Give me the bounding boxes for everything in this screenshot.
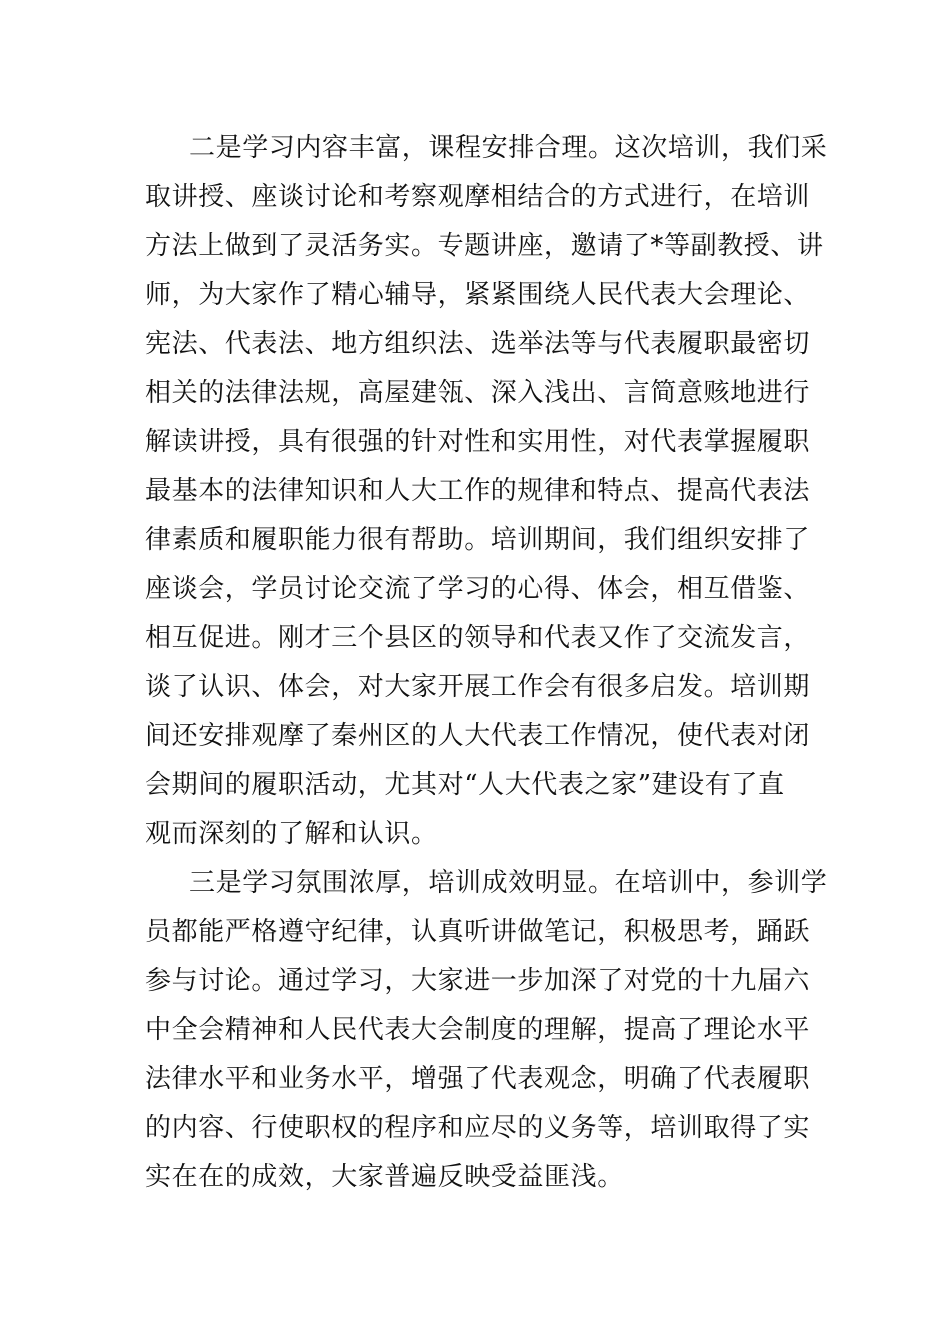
paragraph-line: 解读讲授，具有很强的针对性和实用性，对代表掌握履职	[145, 427, 811, 457]
paragraph-line: 三是学习氛围浓厚，培训成效明显。在培训中，参训学	[189, 868, 828, 898]
paragraph-line: 律素质和履职能力很有帮助。培训期间，我们组织安排了	[145, 525, 811, 555]
paragraph-line: 取讲授、座谈讨论和考察观摩相结合的方式进行，在培训	[145, 182, 811, 212]
paragraph-line: 会期间的履职活动，尤其对“人大代表之家”建设有了直	[145, 770, 785, 800]
paragraph-line: 的内容、行使职权的程序和应尽的义务等，培训取得了实	[145, 1113, 811, 1143]
paragraph-line: 谈了认识、体会，对大家开展工作会有很多启发。培训期	[145, 672, 811, 702]
paragraph-line: 参与讨论。通过学习，大家进一步加深了对党的十九届六	[145, 966, 811, 996]
paragraph-line: 员都能严格遵守纪律，认真听讲做笔记，积极思考，踊跃	[145, 917, 811, 947]
paragraph-line: 间还安排观摩了秦州区的人大代表工作情况，使代表对闭	[145, 721, 811, 751]
paragraph-training-atmosphere	[145, 859, 828, 1202]
paragraph-line: 方法上做到了灵活务实。专题讲座，邀请了*等副教授、讲	[145, 231, 824, 261]
paragraph-line: 中全会精神和人民代表大会制度的理解，提高了理论水平	[145, 1015, 811, 1045]
paragraph-line: 师，为大家作了精心辅导，紧紧围绕人民代表大会理论、	[145, 280, 811, 310]
paragraph-line: 座谈会，学员讨论交流了学习的心得、体会，相互借鉴、	[145, 574, 811, 604]
paragraph-line: 二是学习内容丰富，课程安排合理。这次培训，我们采	[189, 133, 828, 163]
paragraph-line: 观而深刻的了解和认识。	[145, 819, 438, 849]
paragraph-line: 最基本的法律知识和人大工作的规律和特点、提高代表法	[145, 476, 811, 506]
paragraph-line: 法律水平和业务水平，增强了代表观念，明确了代表履职	[145, 1064, 811, 1094]
paragraph-line: 实在在的成效，大家普遍反映受益匪浅。	[145, 1162, 624, 1192]
paragraph-line: 宪法、代表法、地方组织法、选举法等与代表履职最密切	[145, 329, 811, 359]
paragraph-line: 相互促进。刚才三个县区的领导和代表又作了交流发言，	[145, 623, 811, 653]
document-body	[145, 124, 828, 1202]
paragraph-line: 相关的法律法规，高屋建瓴、深入浅出、言简意赅地进行	[145, 378, 811, 408]
paragraph-training-content	[145, 124, 828, 859]
